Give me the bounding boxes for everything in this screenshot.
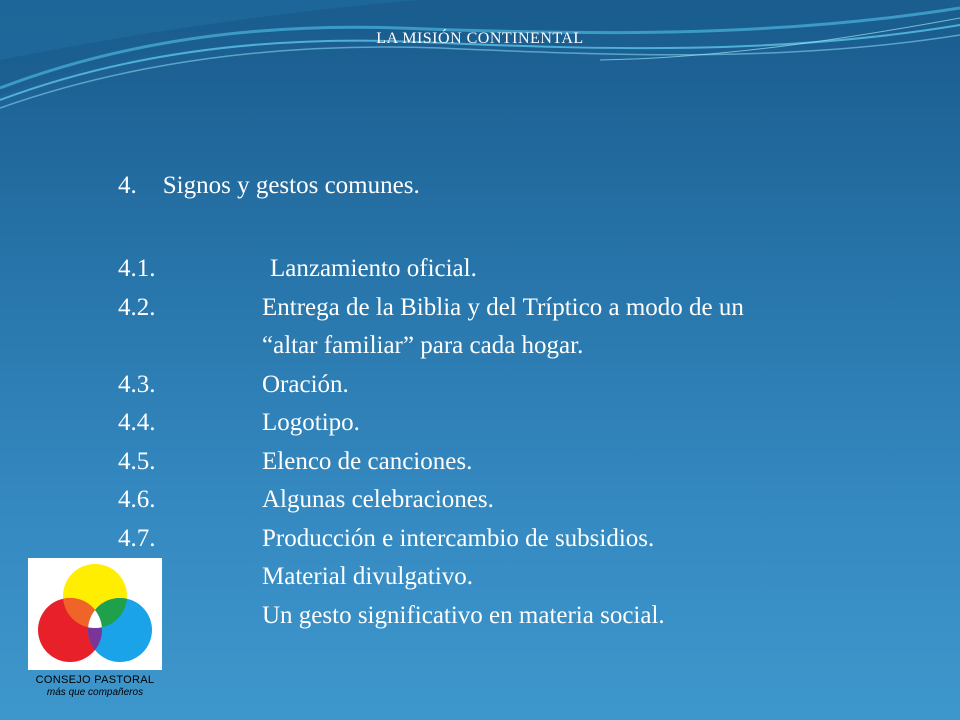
list-item — [118, 327, 918, 366]
item-text: Oración. — [262, 370, 349, 398]
list-item — [118, 289, 918, 328]
item-text: Lanzamiento oficial. — [270, 255, 477, 282]
item-number — [118, 327, 262, 366]
slide-header: LA MISIÓN CONTINENTAL — [376, 30, 584, 47]
logo-title: CONSEJO PASTORAL — [35, 674, 155, 686]
logo-subtitle: más que compañeros — [46, 687, 144, 698]
item-text: Un gesto significativo en materia social. — [262, 601, 665, 629]
list-item — [118, 250, 918, 289]
section-heading — [118, 172, 420, 200]
item-text: Elenco de canciones. — [262, 447, 473, 475]
header-wave-decoration — [0, 0, 960, 120]
list-item — [118, 443, 918, 482]
item-number: 4.1. — [118, 255, 156, 282]
item-number: 4.4. — [118, 409, 156, 436]
list-item — [118, 404, 918, 443]
item-list — [118, 250, 918, 635]
list-item — [118, 481, 918, 520]
heading-text: Signos y gestos comunes. — [162, 172, 420, 199]
item-text: Entrega de la Biblia y del Tríptico a modo de un — [262, 293, 744, 321]
item-number: 4.2. — [118, 293, 156, 321]
list-item — [118, 520, 918, 559]
item-number: 4.5. — [118, 447, 156, 475]
item-number: 4.7. — [118, 524, 156, 552]
heading-number: 4. — [118, 172, 137, 199]
consejo-pastoral-logo — [28, 558, 162, 670]
list-item — [118, 366, 918, 405]
item-text: Producción e intercambio de subsidios. — [262, 524, 655, 552]
item-number: 4.3. — [118, 370, 156, 398]
list-item — [118, 597, 918, 636]
list-item — [118, 558, 918, 597]
item-text: Algunas celebraciones. — [262, 486, 494, 513]
item-number: 4.6. — [118, 486, 156, 513]
venn-circles-logo-icon — [28, 558, 162, 670]
item-text: Logotipo. — [262, 409, 360, 436]
logo-caption — [0, 674, 190, 698]
item-text: “altar familiar” para cada hogar. — [262, 332, 584, 359]
item-text: Material divulgativo. — [262, 563, 474, 590]
